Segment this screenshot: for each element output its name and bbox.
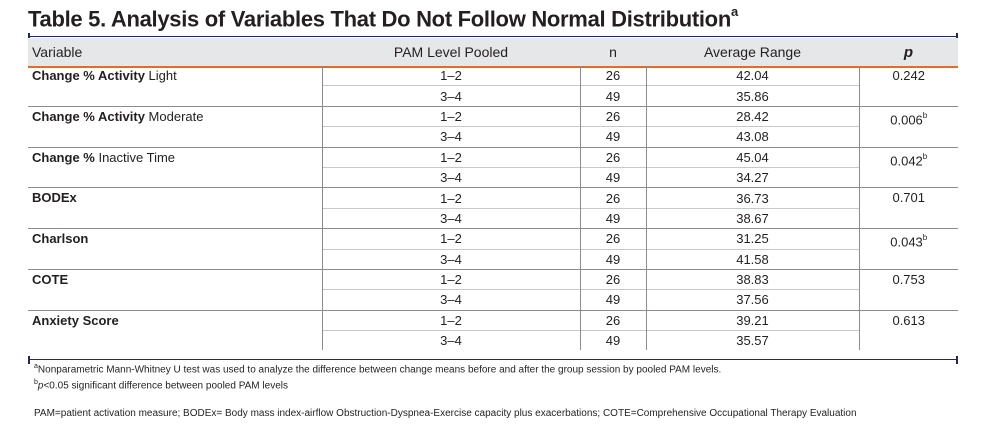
header-row (28, 38, 958, 66)
average-range-cell: 34.27 (646, 167, 859, 187)
pam-level-cell: 1–2 (322, 310, 580, 330)
n-cell: 49 (580, 127, 646, 147)
p-value-footnote-mark: b (922, 110, 928, 120)
table-title (28, 6, 738, 32)
average-range-cell: 45.04 (646, 147, 859, 167)
pam-level-cell: 3–4 (322, 331, 580, 351)
header-pam-level: PAM Level Pooled (393, 44, 509, 60)
average-range-cell: 31.25 (646, 229, 859, 249)
average-range-cell: 35.86 (646, 86, 859, 106)
header-n: n (609, 44, 617, 60)
variable-name (28, 188, 322, 229)
variable-name-bold: Change % (32, 149, 95, 165)
bottom-rule (28, 359, 958, 360)
pam-level-cell: 3–4 (322, 86, 580, 106)
p-value-cell (859, 229, 958, 270)
footnote-a-mark: a (34, 363, 38, 370)
pam-level-cell: 1–2 (322, 269, 580, 289)
n-cell: 26 (580, 269, 646, 289)
pam-level-cell: 1–2 (322, 147, 580, 167)
variable-name-bold: COTE (32, 271, 69, 287)
top-rule (28, 36, 958, 37)
variable-name-rest: Light (144, 68, 177, 83)
average-range-cell: 28.42 (646, 106, 859, 126)
table-body (28, 66, 958, 350)
pam-level-cell: 1–2 (322, 229, 580, 249)
n-cell: 26 (580, 147, 646, 167)
n-cell: 49 (580, 208, 646, 228)
table-row (28, 188, 958, 208)
variable-name-rest: Inactive Time (94, 149, 176, 165)
header-variable: Variable (32, 44, 83, 60)
header-p: p (903, 43, 914, 61)
variable-name-bold: Charlson (32, 231, 89, 247)
n-cell: 26 (580, 106, 646, 126)
data-table (28, 38, 958, 350)
average-range-cell: 41.58 (646, 249, 859, 269)
variable-name-bold: BODEx (32, 190, 77, 206)
variable-name (28, 147, 322, 188)
pam-level-cell: 3–4 (322, 208, 580, 228)
p-value-cell (859, 269, 958, 310)
average-range-cell: 42.04 (646, 66, 859, 86)
variable-name (28, 66, 322, 106)
table-row (28, 147, 958, 167)
pam-level-cell: 1–2 (322, 66, 580, 86)
pam-level-cell: 3–4 (322, 249, 580, 269)
p-value-cell (859, 66, 958, 106)
n-cell: 49 (580, 290, 646, 310)
p-value: 0.043 (890, 234, 923, 250)
table-row (28, 310, 958, 330)
p-value-footnote-mark: b (922, 233, 928, 243)
n-cell: 49 (580, 86, 646, 106)
n-cell: 49 (580, 331, 646, 351)
footnote-b-p: p (37, 380, 44, 392)
table-title-text: Table 5. Analysis of Variables That Do Not Follow Normal Distribution (28, 6, 731, 32)
variable-name-bold: Change % Activity (32, 108, 145, 124)
variable-name-rest: Moderate (144, 108, 204, 124)
average-range-cell: 36.73 (646, 188, 859, 208)
footnote-b-text: <0.05 significant difference between pooled PAM levels (43, 380, 288, 392)
n-cell: 26 (580, 66, 646, 86)
n-cell: 26 (580, 229, 646, 249)
p-value: 0.006 (890, 112, 923, 128)
variable-name (28, 106, 322, 147)
n-cell: 26 (580, 310, 646, 330)
variable-name (28, 229, 322, 270)
pam-level-cell: 3–4 (322, 290, 580, 310)
p-value: 0.242 (892, 68, 926, 83)
table-row (28, 269, 958, 289)
footnote-b (34, 379, 288, 391)
n-cell: 26 (580, 188, 646, 208)
n-cell: 49 (580, 249, 646, 269)
p-value: 0.042 (890, 152, 923, 168)
average-range-cell: 39.21 (646, 310, 859, 330)
n-cell: 49 (580, 167, 646, 187)
p-value-cell (859, 106, 958, 147)
p-value: 0.613 (892, 312, 926, 328)
average-range-cell: 38.83 (646, 269, 859, 289)
average-range-cell: 38.67 (646, 208, 859, 228)
p-value: 0.753 (892, 271, 926, 287)
variable-name (28, 269, 322, 310)
pam-level-cell: 3–4 (322, 127, 580, 147)
average-range-cell: 37.56 (646, 290, 859, 310)
average-range-cell: 35.57 (646, 331, 859, 351)
table-row (28, 229, 958, 249)
p-value-cell (859, 188, 958, 229)
table-row (28, 106, 958, 126)
footnote-abbreviations: PAM=patient activation measure; BODEx= Body mass index-airflow Obstruction-Dyspnea-Exercise capacity plus exacerbations; COTE=Comprehensive Occupational Therapy Evaluation (34, 408, 857, 419)
footnote-a (34, 363, 721, 375)
p-value-cell (859, 147, 958, 188)
variable-name-bold: Change % Activity (32, 68, 145, 83)
header-average-range: Average Range (703, 44, 802, 60)
p-value-footnote-mark: b (922, 151, 928, 161)
p-value-cell (859, 310, 958, 350)
variable-name-bold: Anxiety Score (32, 312, 119, 328)
p-value: 0.701 (892, 190, 926, 206)
pam-level-cell: 1–2 (322, 106, 580, 126)
footnote-b-mark: b (34, 379, 38, 386)
pam-level-cell: 1–2 (322, 188, 580, 208)
table-row (28, 66, 958, 86)
average-range-cell: 43.08 (646, 127, 859, 147)
variable-name (28, 310, 322, 350)
pam-level-cell: 3–4 (322, 167, 580, 187)
footnote-a-text: Nonparametric Mann-Whitney U test was used to analyze the difference between change means before and after the group session by pooled PAM levels. (37, 364, 722, 376)
table-title-footnote-mark: a (730, 4, 738, 19)
